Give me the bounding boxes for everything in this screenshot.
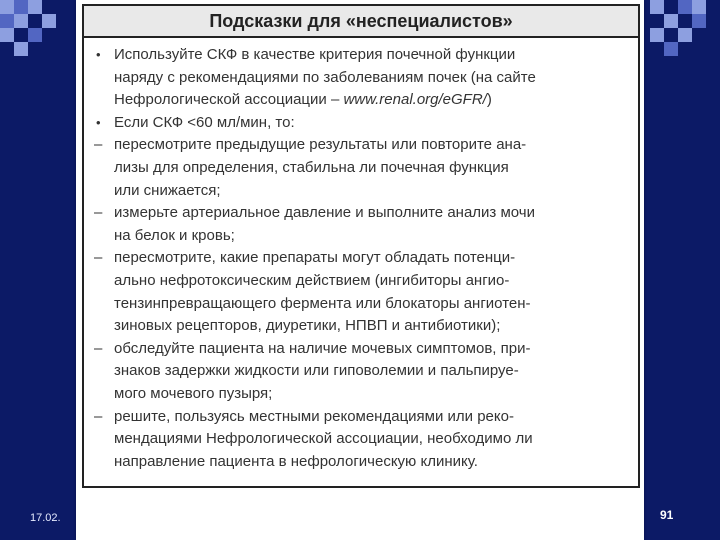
text-span: мого мочевого пузыря; [114, 384, 273, 402]
text-line [92, 270, 632, 293]
text-span: зиновых рецепторов, диуретики, НПВП и антибиотики); [114, 317, 501, 335]
document-title: Подсказки для «неспециалистов» [84, 6, 638, 38]
text-span: знаков задержки жидкости или гиповолемии и пальпируе- [114, 362, 519, 380]
corner-pattern-left [0, 0, 70, 60]
text-line [92, 383, 632, 406]
dash-icon: – [94, 136, 103, 154]
dash-icon: – [94, 407, 103, 425]
text-line [92, 112, 632, 135]
text-line [92, 44, 632, 67]
text-line [92, 89, 632, 112]
dash-icon: – [94, 204, 103, 222]
text-line [92, 338, 632, 361]
bullet-icon: • [96, 47, 101, 62]
text-span: тензинпревращающего фермента или блокаторы ангиотен- [114, 294, 531, 312]
text-span: наряду с рекомендациями по заболеваниям почек (на сайте [114, 68, 536, 86]
text-line [92, 315, 632, 338]
text-span: Если СКФ <60 мл/мин, то: [114, 113, 295, 131]
text-span: пересмотрите, какие препараты могут обладать потенци- [114, 249, 516, 267]
text-line [92, 202, 632, 225]
corner-pattern-right [650, 0, 720, 60]
text-line [92, 406, 632, 429]
text-line [92, 293, 632, 316]
text-span: Используйте СКФ в качестве критерия почечной функции [114, 46, 516, 63]
slide-date: 17.02. [30, 512, 61, 524]
text-line [92, 428, 632, 451]
document-frame [82, 4, 640, 488]
dash-icon: – [94, 339, 103, 357]
text-span: или снижается; [114, 181, 221, 199]
text-span: мендациями Нефрологической ассоциации, необходимо ли [114, 430, 533, 448]
text-line [92, 134, 632, 157]
text-line [92, 67, 632, 90]
slide-number: 91 [660, 508, 674, 522]
text-line [92, 247, 632, 270]
text-line [92, 451, 632, 474]
text-span: решите, пользуясь местными рекомендациями или реко- [114, 407, 514, 425]
text-line [92, 157, 632, 180]
text-prefix: Нефрологической ассоциации – [114, 91, 344, 109]
text-span: на белок и кровь; [114, 226, 235, 244]
text-line [92, 360, 632, 383]
dash-icon: – [94, 249, 103, 267]
text-span: измерьте артериальное давление и выполните анализ мочи [114, 204, 535, 222]
text-suffix: ) [486, 91, 492, 109]
text-span: пересмотрите предыдущие результаты или повторите ана- [114, 136, 527, 154]
text-span: обследуйте пациента на наличие мочевых симптомов, при- [114, 339, 531, 357]
text-line [92, 225, 632, 248]
text-span: ально нефротоксическим действием (ингибиторы ангио- [114, 271, 510, 289]
text-span: лизы для определения, стабильна ли почечная функция [114, 158, 509, 176]
bullet-icon: • [96, 114, 101, 130]
url-link: www.renal.org/eGFR/ [343, 91, 487, 109]
text-line [92, 180, 632, 203]
document-content [92, 44, 632, 473]
text-span: направление пациента в нефрологическую клинику. [114, 452, 478, 470]
document-panel [76, 0, 644, 540]
text-span [114, 89, 492, 112]
